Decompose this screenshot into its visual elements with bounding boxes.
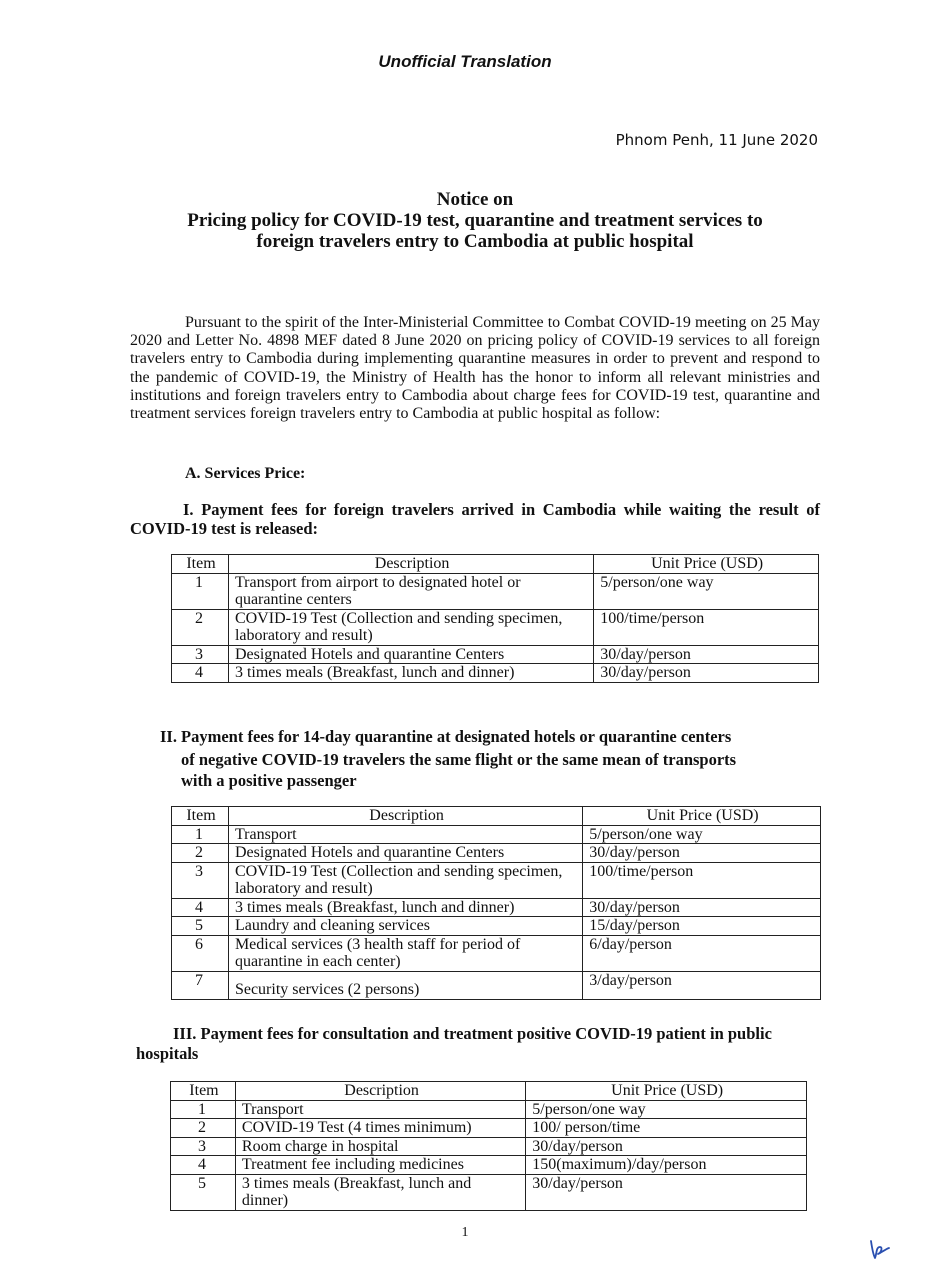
table-row xyxy=(172,573,819,609)
item-description: Designated Hotels and quarantine Centers xyxy=(228,844,582,863)
notice-title xyxy=(100,189,850,252)
table-header-row xyxy=(172,807,821,826)
item-number: 2 xyxy=(172,844,229,863)
table-row xyxy=(172,898,821,917)
item-number: 1 xyxy=(172,825,229,844)
table-header-row xyxy=(171,1082,807,1101)
item-description: COVID-19 Test (Collection and sending specimen, laboratory and result) xyxy=(228,609,593,645)
item-description: Medical services (3 health staff for period of quarantine in each center) xyxy=(228,935,582,971)
column-header: Unit Price (USD) xyxy=(583,807,821,826)
column-header: Unit Price (USD) xyxy=(594,555,819,574)
item-description: Security services (2 persons) xyxy=(228,971,582,999)
section-2-heading xyxy=(160,726,840,789)
item-number: 5 xyxy=(171,1174,236,1210)
unit-price: 6/day/person xyxy=(583,935,821,971)
unit-price: 150(maximum)/day/person xyxy=(526,1156,807,1175)
table-row xyxy=(172,844,821,863)
item-description: Designated Hotels and quarantine Centers xyxy=(228,645,593,664)
item-description: Transport xyxy=(235,1100,525,1119)
column-header: Item xyxy=(171,1082,236,1101)
table-row xyxy=(171,1119,807,1138)
unit-price: 30/day/person xyxy=(583,844,821,863)
item-description: COVID-19 Test (4 times minimum) xyxy=(235,1119,525,1138)
unit-price: 100/time/person xyxy=(594,609,819,645)
table-row xyxy=(172,609,819,645)
services-price-heading: A. Services Price: xyxy=(185,465,306,482)
section-2-line-3: with a positive passenger xyxy=(181,771,357,790)
item-number: 7 xyxy=(172,971,229,999)
section-2-number: II. xyxy=(160,727,177,746)
item-description: 3 times meals (Breakfast, lunch and dinner) xyxy=(235,1174,525,1210)
item-description: Transport from airport to designated hotel or quarantine centers xyxy=(228,573,593,609)
column-header: Unit Price (USD) xyxy=(526,1082,807,1101)
table-row xyxy=(172,935,821,971)
item-description: Transport xyxy=(228,825,582,844)
item-number: 2 xyxy=(172,609,229,645)
unit-price: 5/person/one way xyxy=(526,1100,807,1119)
table-row xyxy=(171,1100,807,1119)
title-line-2: Pricing policy for COVID-19 test, quarantine and treatment services to xyxy=(187,210,763,231)
item-description: 3 times meals (Breakfast, lunch and dinner) xyxy=(228,664,593,683)
item-number: 3 xyxy=(171,1137,236,1156)
item-number: 6 xyxy=(172,935,229,971)
item-description: COVID-19 Test (Collection and sending specimen, laboratory and result) xyxy=(228,862,582,898)
unit-price: 30/day/person xyxy=(526,1174,807,1210)
price-table-1 xyxy=(171,554,819,683)
column-header: Description xyxy=(228,555,593,574)
item-number: 4 xyxy=(172,898,229,917)
date-line: Phnom Penh, 11 June 2020 xyxy=(615,131,818,149)
item-description: Treatment fee including medicines xyxy=(235,1156,525,1175)
table-row xyxy=(172,825,821,844)
unit-price: 100/time/person xyxy=(583,862,821,898)
item-number: 1 xyxy=(172,573,229,609)
item-number: 4 xyxy=(172,664,229,683)
column-header: Description xyxy=(235,1082,525,1101)
table-row xyxy=(172,971,821,999)
unit-price: 5/person/one way xyxy=(583,825,821,844)
handwritten-initial-mark xyxy=(868,1238,892,1265)
section-2-line-1: Payment fees for 14-day quarantine at designated hotels or quarantine centers xyxy=(181,727,732,746)
item-description: Room charge in hospital xyxy=(235,1137,525,1156)
column-header: Item xyxy=(172,555,229,574)
table-row xyxy=(171,1174,807,1210)
price-table-2 xyxy=(171,806,821,1000)
unit-price: 15/day/person xyxy=(583,917,821,936)
table-row xyxy=(171,1156,807,1175)
table-row xyxy=(172,862,821,898)
item-number: 3 xyxy=(172,645,229,664)
table-row xyxy=(172,917,821,936)
item-description: 3 times meals (Breakfast, lunch and dinner) xyxy=(228,898,582,917)
table-header-row xyxy=(172,555,819,574)
title-line-1: Notice on xyxy=(436,189,514,210)
page-number: 1 xyxy=(461,1225,469,1240)
column-header: Item xyxy=(172,807,229,826)
title-line-3: foreign travelers entry to Cambodia at public hospital xyxy=(256,231,694,252)
unit-price: 5/person/one way xyxy=(594,573,819,609)
item-number: 1 xyxy=(171,1100,236,1119)
intro-paragraph: Pursuant to the spirit of the Inter-Ministerial Committee to Combat COVID-19 meeting on 25 May 2020 and Letter No. 4898 MEF dated 8 June 2020 on pricing policy of COVID-19 services to all foreign travelers entry to Cambodia during implementing quarantine measures in order to prevent and respond to the pandemic of COVID-19, the Ministry of Health has the honor to inform all relevant ministries and institutions and foreign travelers entry to Cambodia about charge fees for COVID-19 test, quarantine and treatment services foreign travelers entry to Cambodia at public hospital as follow: xyxy=(130,314,820,423)
section-3-heading: III. Payment fees for consultation and treatment positive COVID-19 patient in public hospitals xyxy=(136,1024,772,1063)
section-1-heading: I. Payment fees for foreign travelers arrived in Cambodia while waiting the result of COVID-19 test is released: xyxy=(130,500,820,538)
signature-icon xyxy=(868,1238,892,1260)
unofficial-translation-note: Unofficial Translation xyxy=(378,52,552,71)
item-number: 5 xyxy=(172,917,229,936)
unit-price: 30/day/person xyxy=(526,1137,807,1156)
unit-price: 30/day/person xyxy=(594,664,819,683)
table-row xyxy=(172,645,819,664)
item-number: 4 xyxy=(171,1156,236,1175)
section-2-line-2: of negative COVID-19 travelers the same flight or the same mean of transports xyxy=(181,750,737,769)
item-description: Laundry and cleaning services xyxy=(228,917,582,936)
price-table-3 xyxy=(170,1081,807,1211)
item-number: 2 xyxy=(171,1119,236,1138)
table-row xyxy=(171,1137,807,1156)
table-row xyxy=(172,664,819,683)
unit-price: 30/day/person xyxy=(583,898,821,917)
unit-price: 100/ person/time xyxy=(526,1119,807,1138)
column-header: Description xyxy=(228,807,582,826)
unit-price: 30/day/person xyxy=(594,645,819,664)
item-number: 3 xyxy=(172,862,229,898)
unit-price: 3/day/person xyxy=(583,971,821,999)
